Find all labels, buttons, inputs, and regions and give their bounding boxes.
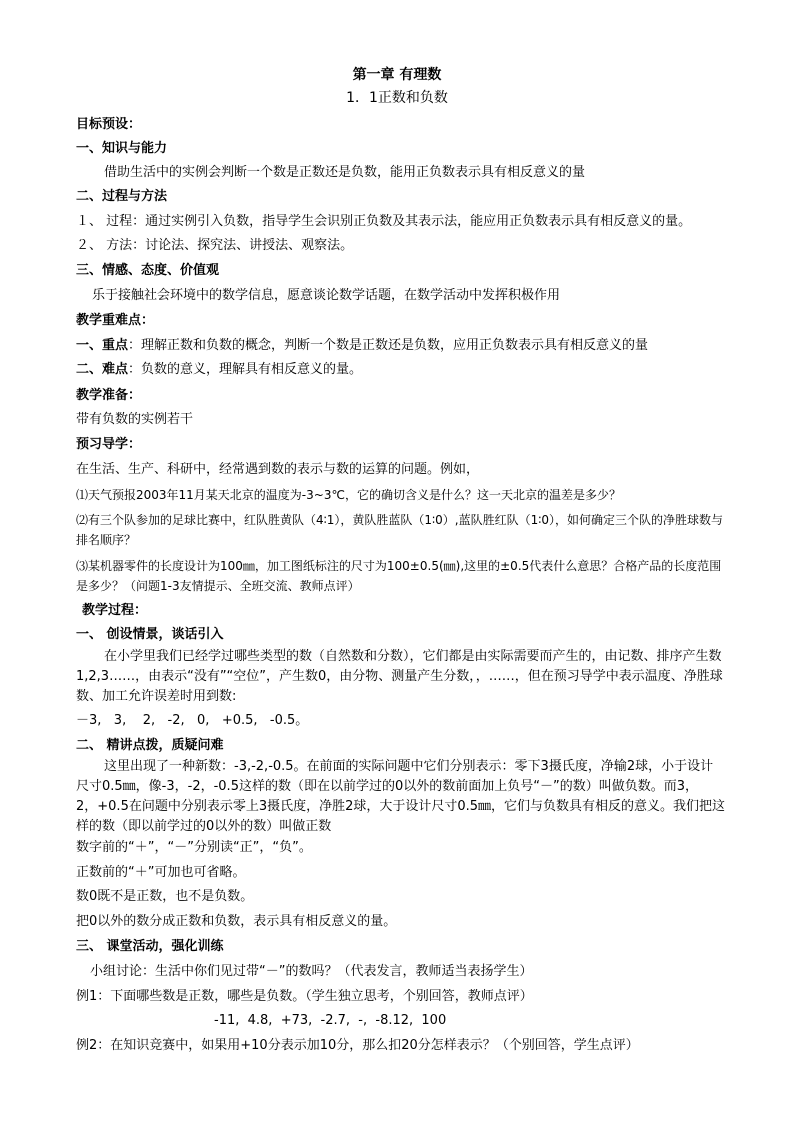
process-p3-ex1-numbers: -11, 4.8, +73, -2.7, -, -8.12, 100	[214, 1013, 447, 1028]
process-p3-heading: 三、 课堂活动，强化训练	[76, 939, 224, 954]
chapter-title: 第一章 有理数	[352, 67, 442, 83]
preview-q2: ⑵有三个队参加的足球比赛中，红队胜黄队（4∶1），黄队胜蓝队（1∶0）,蓝队胜红队（1∶0），如何确定三个队的净胜球数与排名顺序？	[76, 513, 723, 547]
difficulty-label: 二、难点	[76, 362, 129, 377]
process-p3-discussion: 小组讨论：生活中你们见过带“－”的数吗？（代表发言，教师适当表扬学生）	[90, 964, 533, 979]
difficulty-line	[76, 361, 726, 379]
goals-s1-heading: 一、知识与能力	[76, 141, 168, 156]
preview-q3: ⑶某机器零件的长度设计为100㎜，加工图纸标注的尺寸为100±0.5(㎜),这里的±0.5代表什么意思？合格产品的长度范围是多少？（问题1-3友情提示、全班交流、教师点评）	[76, 559, 722, 593]
process-p1-text: 在小学里我们已经学过哪些类型的数（自然数和分数），它们都是由实际需要而产生的，由记数、排序产生数1,2,3……，由表示“没有”“空位”，产生数0，由分物、测量产生分数，，……，但在预习导学中表示温度、净胜球数、加工允许误差时用到数:	[76, 649, 723, 704]
process-p2-l1: 数字前的“＋”，“－”分别读“正”，“负”。	[76, 840, 312, 855]
key-point-text: ：理解正数和负数的概念，判断一个数是正数还是负数，应用正负数表示具有相反意义的量	[128, 338, 649, 353]
process-p2-text: 这里出现了一种新数：-3,-2,-0.5。在前面的实际问题中它们分别表示：零下3摄氏度，净输2球，小于设计尺寸0.5㎜，像-3，-2，-0.5这样的数（即在以前学过的0以外的数前面加上负号“－”的数）叫做负数。而3，2，+0.5在问题中分别表示零上3摄氏度，净胜2球，大于设计尺寸0.5㎜，它们与负数具有相反的意义。我们把这样的数（即以前学过的0以外的数）叫做正数	[76, 759, 726, 834]
process-p1-heading: 一、 创设情景，谈话引入	[76, 627, 224, 642]
goals-s3-heading: 三、情感、态度、价值观	[76, 263, 220, 278]
goals-s2-heading: 二、过程与方法	[76, 189, 168, 204]
key-point-line	[76, 337, 726, 355]
goals-heading: 目标预设：	[76, 117, 142, 132]
prep-text: 带有负数的实例若干	[76, 412, 194, 427]
difficulty-text: ：负数的意义，理解具有相反意义的量。	[128, 362, 363, 377]
prep-heading: 教学准备：	[76, 388, 142, 403]
process-p3-ex1: 例1：下面哪些数是正数，哪些是负数。（学生独立思考，个别回答，教师点评）	[76, 989, 533, 1004]
goals-s2-item2: ２、 方法：讨论法、探究法、讲授法、观察法。	[76, 238, 354, 253]
process-heading: 教学过程：	[82, 603, 148, 618]
process-p2-l3: 数0既不是正数，也不是负数。	[76, 889, 254, 904]
goals-s2-item1: １、 过程：通过实例引入负数，指导学生会识别正负数及其表示法，能应用正负数表示具有相反意义的量。	[76, 214, 692, 229]
preview-intro: 在生活、生产、科研中，经常遇到数的表示与数的运算的问题。例如，	[76, 462, 480, 477]
key-points-heading: 教学重难点：	[76, 313, 155, 328]
process-p2-heading: 二、 精讲点拨，质疑问难	[76, 738, 224, 753]
preview-q1: ⑴天气预报2003年11月某天北京的温度为-3~3℃，它的确切含义是什么？这一天北京的温差是多少？	[76, 488, 621, 502]
process-p3-ex2: 例2：在知识竞赛中，如果用+10分表示加10分，那么扣20分怎样表示？（个别回答，学生点评）	[76, 1038, 639, 1053]
goals-s1-text: 借助生活中的实例会判断一个数是正数还是负数，能用正负数表示具有相反意义的量	[104, 165, 586, 180]
section-title: 1．1正数和负数	[346, 90, 448, 106]
process-p1-numbers: －3, 3, 2, -2, 0, +0.5, -0.5。	[76, 713, 309, 728]
key-point-label: 一、重点	[76, 338, 129, 353]
process-p2-l4: 把0以外的数分成正数和负数，表示具有相反意义的量。	[76, 914, 397, 929]
preview-heading: 预习导学：	[76, 437, 142, 452]
process-p2-l2: 正数前的“＋”可加也可省略。	[76, 865, 246, 880]
goals-s3-text: 乐于接触社会环境中的数学信息，愿意谈论数学话题，在数学活动中发挥积极作用	[92, 288, 561, 303]
